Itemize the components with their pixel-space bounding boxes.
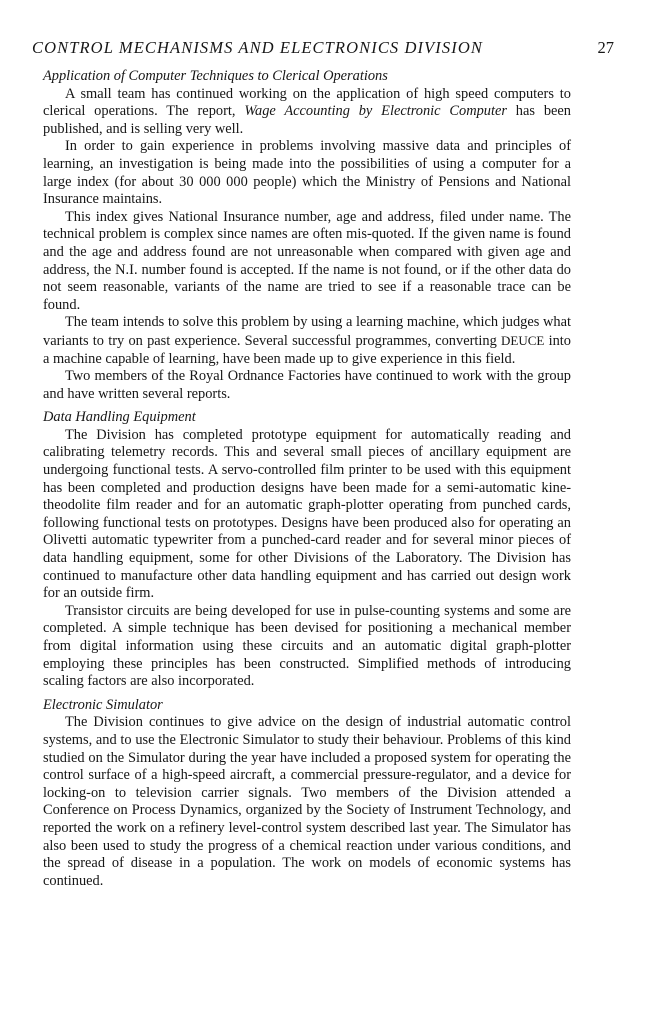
paragraph: The Division has completed prototype equipment for automatically reading and calibrating telemetry records. This and several small pieces of ancillary equipment are undergoing functional tests. A servo-controlled film printer to be used with this equipment has been completed and production designs have been made for a semi-automatic kine-theodolite film reader and for an automatic graph-plotter operating from punched cards, following functional tests on prototypes. Designs have been produced also for operating an Olivetti automatic typewriter from a punched-card reader and for several minor pieces of data handling equipment, some for other Divisions of the Laboratory. The Division has continued to manufacture other data handling equipment and has carried out design work for an outside firm. <box>43 426 571 602</box>
section-heading: Electronic Simulator <box>43 696 163 713</box>
paragraph <box>43 314 571 368</box>
paragraph: The Division continues to give advice on the design of industrial automatic control systems, and to use the Electronic Simulator to study their behaviour. Problems of this kind studied on the Simulator during the year have included a proposed system for operating the control surface of a high-speed aircraft, a commercial pressure-regulator, and a device for locking-on to television carrier signals. Two members of the Division attended a Conference on Process Dynamics, organized by the Society of Instrument Technology, and reported the work on a refinery level-control system described last year. The Simulator has also been used to study the progress of a chemical reaction under various conditions, and the spread of disease in a population. The work on models of economic systems has continued. <box>43 714 571 889</box>
computer-name: DEUCE <box>501 332 545 348</box>
paragraph: This index gives National Insurance number, age and address, filed under name. The technical problem is complex since names are often mis-quoted. If the given name is found and the age and address found are not unreasonable when compared with given age and address, the N.I. number found is accepted. If the name is not found, or if the other data do not seem reasonable, variants of the name are tried to see if a reasonable trace can be found. <box>43 208 571 313</box>
page-number: 27 <box>597 38 614 57</box>
report-title: Wage Accounting by Electronic Computer <box>244 103 507 120</box>
section-heading: Data Handling Equipment <box>43 409 196 426</box>
paragraph-text: into a machine capable of learning, have been made up to give experience in this field. <box>43 332 571 367</box>
paragraph: Two members of the Royal Ordnance Factories have continued to work with the group and have written several reports. <box>43 368 571 402</box>
paragraph <box>43 86 571 139</box>
paragraph-text: A small team has continued working on the application of high speed computers to clerical operations. The report, <box>43 85 571 120</box>
running-title: CONTROL MECHANISMS AND ELECTRONICS DIVISION <box>32 38 483 57</box>
paragraph: In order to gain experience in problems involving massive data and principles of learning, an investigation is being made into the possibilities of using a computer for a large index (for about 30 000 000 people) which the Ministry of Pensions and National Insurance maintains. <box>43 138 571 208</box>
paragraph: Transistor circuits are being developed for use in pulse-counting systems and some are completed. A simple technique has been devised for positioning a mechanical member from digital information using these circuits and an automatic digital graph-plotter employing these principles has been constructed. Simplified methods of introducing scaling factors are also incorporated. <box>43 602 571 690</box>
body-text <box>43 68 571 890</box>
paragraph-text: has been published, and is selling very well. <box>43 103 571 137</box>
running-header <box>32 38 614 58</box>
paragraph-text: The team intends to solve this problem by using a learning machine, which judges what variants to try on past experience. Several successful programmes, converting <box>43 314 571 349</box>
section-heading: Application of Computer Techniques to Clerical Operations <box>43 68 388 84</box>
